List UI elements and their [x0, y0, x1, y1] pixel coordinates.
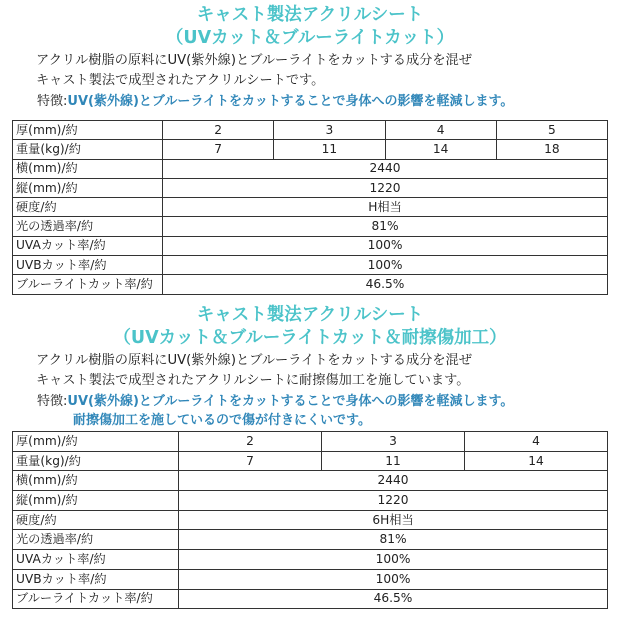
thickness-cell: 5 — [496, 121, 607, 140]
weight-cell: 11 — [322, 451, 465, 471]
row-label: 硬度/約 — [13, 198, 163, 217]
row-value: 81% — [179, 530, 608, 550]
row-label: UVBカット率/約 — [13, 256, 163, 275]
table-row — [13, 471, 608, 491]
table-row — [13, 275, 608, 294]
table-row — [13, 256, 608, 275]
table-row — [13, 491, 608, 511]
row-label: 光の透過率/約 — [13, 217, 163, 236]
row-value: 100% — [163, 236, 608, 255]
row-value: 81% — [163, 217, 608, 236]
table-row — [13, 198, 608, 217]
weight-cell: 11 — [274, 140, 385, 159]
weight-cell: 18 — [496, 140, 607, 159]
weight-cell: 14 — [385, 140, 496, 159]
section-uv-bluelight-scratch — [12, 304, 608, 609]
weight-cell: 7 — [179, 451, 322, 471]
row-value: 100% — [179, 550, 608, 570]
row-label: UVBカット率/約 — [13, 569, 179, 589]
row-label: UVAカット率/約 — [13, 550, 179, 570]
section-title-line1: キャスト製法アクリルシート — [196, 305, 424, 325]
description-line1: アクリル樹脂の原料にUV(紫外線)とブルーライトをカットする成分を混ぜ — [36, 53, 472, 68]
thickness-cell: 3 — [274, 121, 385, 140]
row-value: 1220 — [179, 491, 608, 511]
thickness-cell: 3 — [322, 432, 465, 452]
section-uv-bluelight — [12, 4, 608, 295]
row-label: 横(mm)/約 — [13, 471, 179, 491]
section-title-line2: （UVカット＆ブルーライトカット） — [165, 28, 455, 48]
row-label: 重量(kg)/約 — [13, 140, 163, 159]
description-line2: キャスト製法で成型されたアクリルシートです。 — [36, 73, 325, 88]
table-row — [13, 510, 608, 530]
row-label: 厚(mm)/約 — [13, 432, 179, 452]
row-label: 厚(mm)/約 — [13, 121, 163, 140]
row-label: 縦(mm)/約 — [13, 178, 163, 197]
row-label: 光の透過率/約 — [13, 530, 179, 550]
table-row — [13, 178, 608, 197]
description-line1: アクリル樹脂の原料にUV(紫外線)とブルーライトをカットする成分を混ぜ — [36, 353, 472, 368]
table-row — [13, 569, 608, 589]
section-title-line2: （UVカット＆ブルーライトカット＆耐擦傷加工） — [113, 328, 507, 348]
feature-label: 特徴: — [37, 94, 68, 109]
table-row — [13, 550, 608, 570]
table-row-weight — [13, 140, 608, 159]
section-title-line1: キャスト製法アクリルシート — [196, 5, 424, 25]
feature-label: 特徴: — [37, 394, 68, 409]
feature-text: UV(紫外線)とブルーライトをカットすることで身体への影響を軽減します。 — [67, 394, 514, 409]
row-label: ブルーライトカット率/約 — [13, 589, 179, 609]
thickness-cell: 4 — [465, 432, 608, 452]
table-row — [13, 236, 608, 255]
table-row-thickness — [13, 432, 608, 452]
table-row — [13, 589, 608, 609]
feature-line2: 耐擦傷加工を施しているので傷が付きにくいです。 — [73, 413, 371, 428]
row-value: 46.5% — [163, 275, 608, 294]
thickness-cell: 2 — [179, 432, 322, 452]
row-value: 1220 — [163, 178, 608, 197]
thickness-cell: 2 — [163, 121, 274, 140]
row-value: 100% — [179, 569, 608, 589]
feature-line — [37, 92, 608, 111]
table-row-weight — [13, 451, 608, 471]
table-row — [13, 217, 608, 236]
row-label: UVAカット率/約 — [13, 236, 163, 255]
row-label: 縦(mm)/約 — [13, 491, 179, 511]
thickness-cell: 4 — [385, 121, 496, 140]
row-value: 100% — [163, 256, 608, 275]
feature-text: UV(紫外線)とブルーライトをカットすることで身体への影響を軽減します。 — [67, 94, 514, 109]
row-label: 硬度/約 — [13, 510, 179, 530]
row-label: 横(mm)/約 — [13, 159, 163, 178]
table-row-thickness — [13, 121, 608, 140]
table-row — [13, 530, 608, 550]
row-label: 重量(kg)/約 — [13, 451, 179, 471]
spec-table — [12, 431, 608, 609]
row-value: 2440 — [179, 471, 608, 491]
weight-cell: 7 — [163, 140, 274, 159]
feature-line — [37, 392, 608, 411]
row-value: 2440 — [163, 159, 608, 178]
table-row — [13, 159, 608, 178]
description-line2: キャスト製法で成型されたアクリルシートに耐擦傷加工を施しています。 — [36, 373, 470, 388]
spec-table — [12, 120, 608, 295]
row-value: H相当 — [163, 198, 608, 217]
row-value: 6H相当 — [179, 510, 608, 530]
row-label: ブルーライトカット率/約 — [13, 275, 163, 294]
weight-cell: 14 — [465, 451, 608, 471]
row-value: 46.5% — [179, 589, 608, 609]
